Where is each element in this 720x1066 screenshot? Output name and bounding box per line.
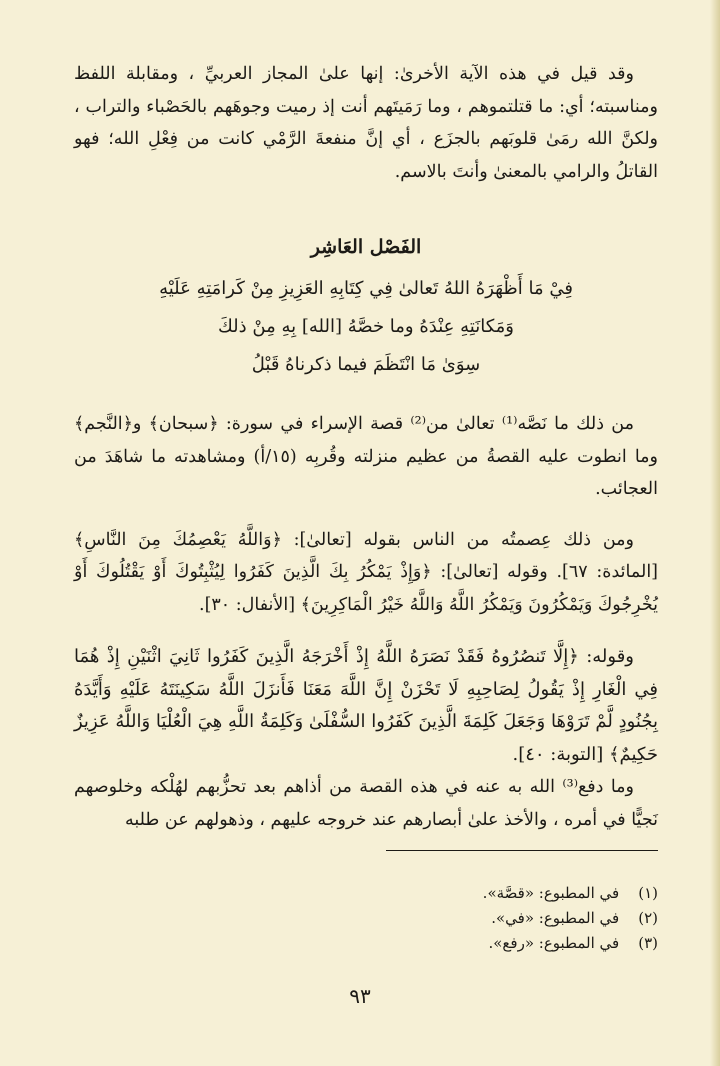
footnote-text: في المطبوع: «في». (491, 909, 620, 927)
footnote-separator (386, 850, 658, 851)
paragraph-cave-verse: وقوله: ﴿إِلَّا تَنصُرُوهُ فَقَدْ نَصَرَهُ اللَّهُ إِذْ أَخْرَجَهُ الَّذِينَ كَفَرُوا ثَانِيَ اثْنَيْنِ إِذْ هُمَا فِي الْغَارِ إِذْ يَقُولُ لِصَاحِبِهِ لَا تَحْزَنْ إِنَّ اللَّهَ مَعَنَا فَأَنزَلَ اللَّهُ سَكِينَتَهُ عَلَيْهِ وَأَيَّدَهُ بِجُنُودٍ لَّمْ تَرَوْهَا وَجَعَلَ كَلِمَةَ الَّذِينَ كَفَرُوا السُّفْلَىٰ وَكَلِمَةُ اللَّهِ هِيَ الْعُلْيَا وَاللَّهُ عَزِيزٌ حَكِيمٌ﴾ [التوبة: ٤٠]. (74, 646, 658, 765)
paragraph-isra: من ذلك ما نَصَّه⁽¹⁾ تعالىٰ من⁽²⁾ قصة الإسراء في سورة: ﴿سبحان﴾ و﴿النَّجم﴾ وما انطوت عليه القصةُ من عظيم منزلته وقُربِه (١٥/أ) ومشاهدته ما شاهَدَ من العجائب. (74, 414, 658, 499)
chapter-subtitle-line-2: وَمَكانَتِهِ عِنْدَهُ وما خصَّهُ [الله] بِهِ مِنْ ذلكَ (218, 316, 514, 337)
footnote-number: (٣) (638, 934, 658, 952)
page-edge-shadow (710, 0, 720, 1066)
footnote-number: (١) (638, 884, 658, 902)
paragraph-continuation: وما دفع⁽³⁾ الله به عنه في هذه القصة من أذاهم بعد تحزُّبهم لهُلْكه وخلوصهم نَجيًّا في أمره ، والأخذ علىٰ أبصارهم عند خروجه عليهم ، وذهولهم عن طلبه (74, 777, 658, 830)
paragraph-protection: ومن ذلك عِصمتُه من الناس بقوله [تعالىٰ]: ﴿وَاللَّهُ يَعْصِمُكَ مِنَ النَّاسِ﴾ [المائدة: ٦٧]. وقوله [تعالىٰ]: ﴿وَإِذْ يَمْكُرُ بِكَ الَّذِينَ كَفَرُوا لِيُثْبِتُوكَ أَوْ يَقْتُلُوكَ أَوْ يُخْرِجُوكَ وَيَمْكُرُونَ وَيَمْكُرُ اللَّهُ وَاللَّهُ خَيْرُ الْمَاكِرِينَ﴾ [الأنفال: ٣٠]. (74, 529, 659, 615)
footnote-item (74, 906, 658, 931)
page-number: ٩٣ (349, 984, 371, 1008)
footnote-text: في المطبوع: «قصَّة». (482, 884, 620, 902)
footnote-item (74, 931, 658, 956)
footnote-text: في المطبوع: «رفع». (488, 934, 620, 952)
top-paragraph: وقد قيل في هذه الآية الأخرىٰ: إنها علىٰ المجاز العربيِّ ، ومقابلة اللفظ ومناسبته؛ أي: ما قتلتموهم ، وما رَمَيتَهم أنت إذ رميت وجوهَهم بالحَصْباء والتراب ، ولكنَّ الله رمَىٰ قلوبَهم بالجزَع ، أي إنَّ منفعةَ الرَّمْي كانت من فِعْلِ الله؛ فهو القاتلُ والرامي بالمعنىٰ وأنتَ بالاسم. (74, 64, 658, 182)
chapter-subtitle-line-1: فِيْ مَا أَظْهَرَهُ اللهُ تَعالىٰ فِي كِتَابِهِ العَزِيزِ مِنْ كَرامَتِهِ عَلَيْهِ (159, 278, 573, 299)
footnotes (74, 881, 658, 956)
chapter-subtitle-line-3: سِوَىٰ مَا انْتَظَمَ فيما ذكرناهُ قَبْلُ (251, 354, 481, 375)
footnote-item (74, 881, 658, 906)
footnote-number: (٢) (638, 909, 658, 927)
chapter-title: الفَصْل العَاشِر (310, 236, 422, 258)
